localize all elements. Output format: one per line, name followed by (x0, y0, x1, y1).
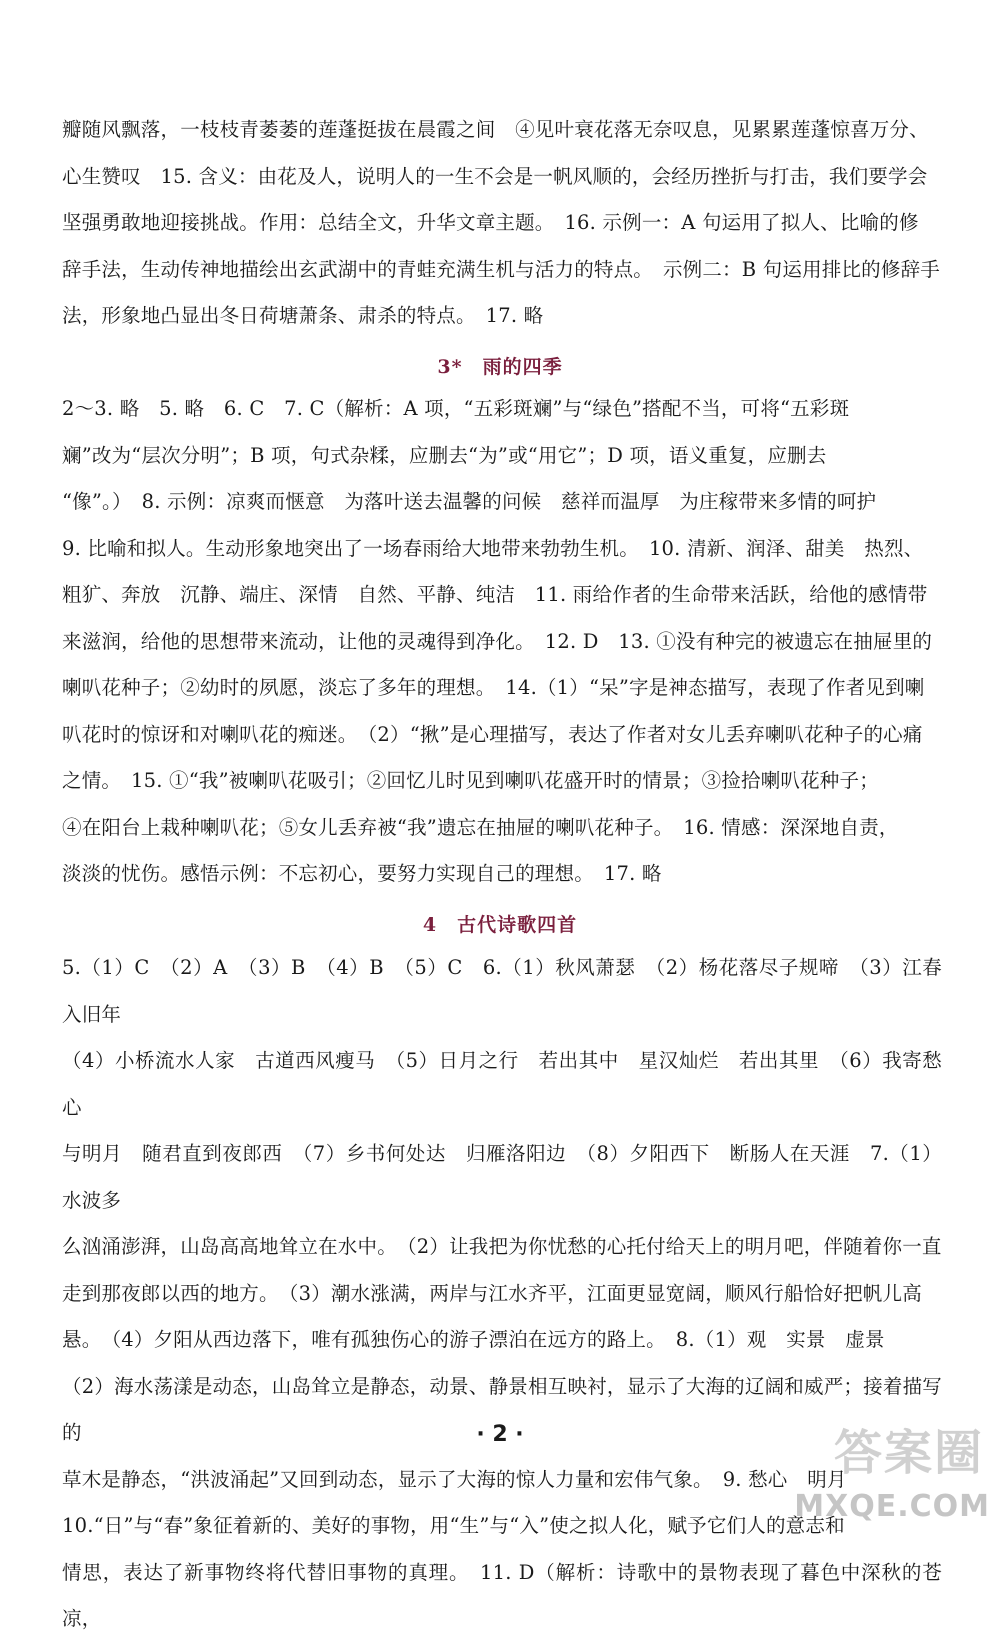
text-line: 悬。 （4）夕阳从西边落下，唯有孤独伤心的游子漂泊在远方的路上。 8.（1）观 实景 虚景 (62, 1328, 885, 1351)
text-line: 与明月 随君直到夜郎西 （7）乡书何处达 归雁洛阳边 （8）夕阳西下 断肠人在天涯 7.（1）水波多 (62, 1142, 942, 1212)
text-line: 5.（1）C （2）A （3）B （4）B （5）C 6.（1）秋风萧瑟 （2）杨花落尽子规啼 （3）江春入旧年 (62, 956, 942, 1026)
text-line: 草木是静态，“洪波涌起”又回到动态，显示了大海的惊人力量和宏伟气象。 9. 愁心 明月 (62, 1467, 847, 1491)
text-line: 心生赞叹 15. 含义：由花及人，说明人的一生不会是一帆风顺的，会经历挫折与打击，我们要学会 (62, 164, 928, 188)
text-line: 瓣随风飘落，一枝枝青萎萎的莲蓬挺拔在晨霞之间 ④见叶衰花落无奈叹息，见累累莲蓬惊喜万分、 (62, 118, 929, 141)
text-line: （4）小桥流水人家 古道西风瘦马 （5）日月之行 若出其中 星汉灿烂 若出其里 （6）我寄愁心 (62, 1049, 942, 1119)
page-number: · 2 · (476, 1422, 524, 1447)
text-line: 9. 比喻和拟人。生动形象地突出了一场春雨给大地带来勃勃生机。 10. 清新、润泽、甜美 热烈、 (62, 536, 924, 560)
text-line: 斓”改为“层次分明”；B 项，句式杂糅，应删去“为”或“用它”；D 项，语义重复，应删去 (62, 443, 827, 467)
section-heading-rain-seasons: 3* 雨的四季 (437, 356, 563, 378)
text-line: 辞手法，生动传神地描绘出玄武湖中的青蛙充满生机与活力的特点。 示例二：B 句运用排比的修辞手 (62, 257, 940, 281)
answer-section-ancient-poems (62, 945, 942, 1643)
text-line: 走到那夜郎以西的地方。 （3）潮水涨满，两岸与江水齐平，江面更显宽阔，顺风行船恰好把帆儿高 (62, 1281, 922, 1305)
watermark-url: MXQE.COM (794, 1489, 990, 1524)
text-line: “像”。） 8. 示例：凉爽而惬意 为落叶送去温馨的问候 慈祥而温厚 为庄稼带来多情的呵护 (62, 490, 877, 513)
text-line: 叭花时的惊讶和对喇叭花的痴迷。 （2）“揪”是心理描写，表达了作者对女儿丢弃喇叭花种子的心痛 (62, 722, 923, 746)
text-line: 么汹涌澎湃，山岛高高地耸立在水中。 （2）让我把为你忧愁的心托付给天上的明月吧，伴随着你一直 (62, 1235, 942, 1258)
text-line: 淡淡的忧伤。感悟示例：不忘初心，要努力实现自己的理想。 17. 略 (62, 862, 662, 885)
answer-section-rain-seasons (62, 386, 942, 898)
watermark-text: 答案圈 (833, 1425, 984, 1481)
text-line: 喇叭花种子；②幼时的夙愿，淡忘了多年的理想。 14.（1）“呆”字是神态描写，表现了作者见到喇 (62, 676, 925, 699)
text-line: 10.“日”与“春”象征着新的、美好的事物，用“生”与“入”使之拟人化，赋予它们人的意志和 (62, 1514, 845, 1537)
text-line: 情思，表达了新事物终将代替旧事物的真理。 11. D（解析：诗歌中的景物表现了暮色中深秋的苍凉， (62, 1560, 942, 1630)
text-line: ④在阳台上栽种喇叭花；⑤女儿丢弃被“我”遗忘在抽屉的喇叭花种子。 16. 情感：深深地自责， (62, 815, 899, 839)
text-line: 2～3. 略 5. 略 6. C 7. C（解析：A 项，“五彩斑斓”与“绿色”搭配不当，可将“五彩斑 (62, 397, 850, 420)
section-heading-ancient-poems: 4 古代诗歌四首 (422, 914, 578, 936)
text-line: 坚强勇敢地迎接挑战。作用：总结全文，升华文章主题。 16. 示例一：A 句运用了拟人、比喻的修 (62, 211, 919, 234)
text-line: 粗犷、奔放 沉静、端庄、深情 自然、平静、纯洁 11. 雨给作者的生命带来活跃，给他的感情带 (62, 583, 928, 606)
text-line: 法，形象地凸显出冬日荷塘萧条、肃杀的特点。 17. 略 (62, 304, 544, 327)
watermark-logo (794, 1414, 994, 1526)
text-line: （2）海水荡漾是动态，山岛耸立是静态，动景、静景相互映衬，显示了大海的辽阔和威严；接着描写的 (62, 1374, 942, 1444)
text-line: 来滋润，给他的思想带来流动，让他的灵魂得到净化。 12. D 13. ①没有种完的被遗忘在抽屉里的 (62, 629, 933, 653)
text-line: 之情。 15. ①“我”被喇叭花吸引；②回忆儿时见到喇叭花盛开时的情景；③捡拾喇叭花种子； (62, 769, 879, 792)
answer-section-continued (62, 107, 942, 340)
